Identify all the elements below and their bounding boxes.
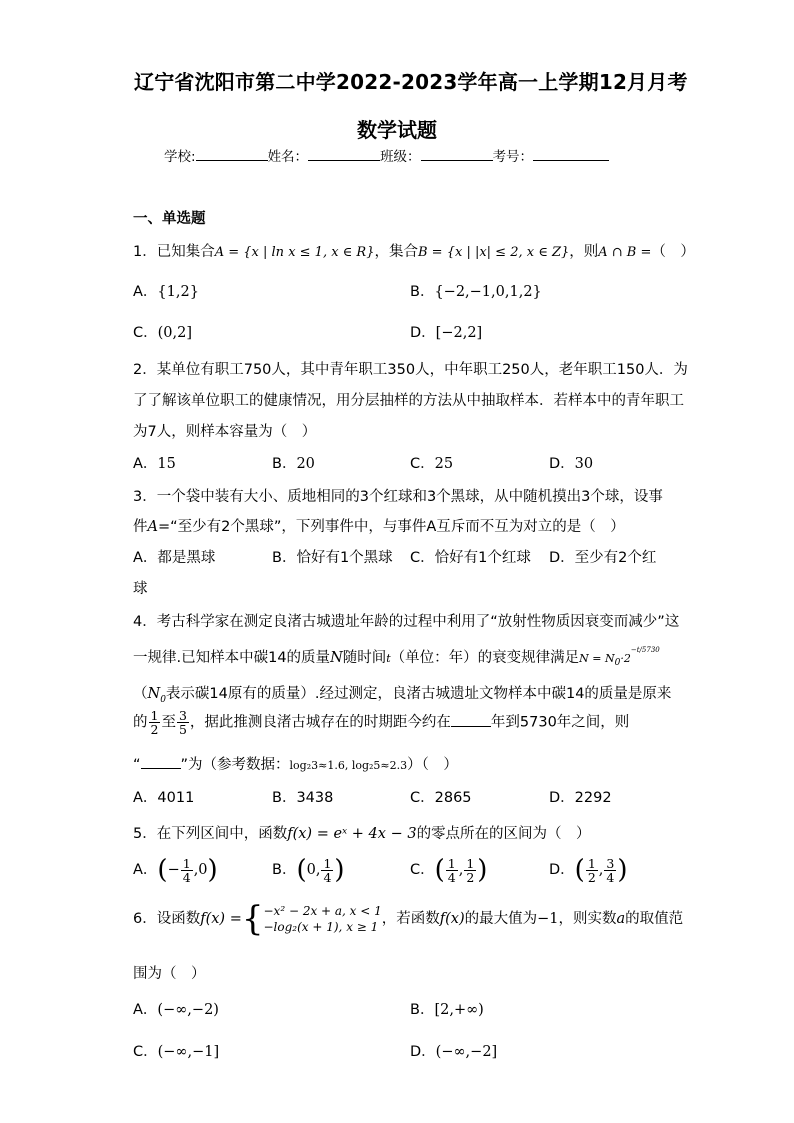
school-label: 学校: [164,149,196,165]
q1-option-d[interactable]: D．[−2,2] [410,325,483,341]
q1-option-a[interactable]: A．{1,2} [133,284,199,300]
q1-set-b: B = {x | |x| ≤ 2, x ∈ Z} [418,245,570,260]
school-blank[interactable] [196,147,268,161]
q5-stem: 5．在下列区间中，函数f(x) = eˣ + 4x − 3的零点所在的区间为（ ） [133,826,591,842]
exam-title: 辽宁省沈阳市第二中学2022-2023学年高一上学期12月月考 [134,70,688,94]
q1-set-a: A = {x | ln x ≤ 1, x ∈ R} [214,245,375,260]
q1-text-b: ，集合 [374,244,418,260]
name-label: 姓名： [267,149,309,165]
q6-stem: 6．设函数f(x) ={ −x² − 2x + a, x < 1 −log₂(x + 1), x ≥ 1 ，若函数f(x)的最大值为−1，则实数a的取值范 [133,899,684,939]
q4-option-b[interactable]: B．3438 [272,790,334,806]
q6-line-2: 围为（ ） [133,966,206,982]
q6-option-c[interactable]: C．(−∞,−1] [133,1044,220,1060]
q2-option-b[interactable]: B．20 [272,456,315,472]
q2-line-1: 2．某单位有职工750人，其中青年职工350人，中年职工250人，老年职工150人．为 [133,362,688,378]
q3-line-1: 3．一个袋中装有大小、质地相同的3个红球和3个黑球，从中随机摸出3个球，设事 [133,489,663,505]
student-info-fields [164,145,609,165]
class-label: 班级： [380,149,421,165]
q5-option-c[interactable]: C．( $\frac{1}{4}$ , $\frac{1}{2}$ ) [410,855,488,885]
exam-subtitle: 数学试题 [357,118,437,142]
q3-line-2: 件A=“至少有2个黑球”，下列事件中，与事件A互斥而不互为对立的是（ ） [133,519,625,535]
q4-answer-blank[interactable] [451,714,491,727]
number-label: 考号： [492,149,534,165]
name-blank[interactable] [308,147,380,161]
q1-text-c: ，则 [569,244,599,260]
q6-option-a[interactable]: A．(−∞,−2) [133,1002,219,1018]
fraction-one-half: $\frac{1}{2}$ [150,708,159,737]
q4-answer-blank-2[interactable] [141,756,181,769]
q5-option-d[interactable]: D．( $\frac{1}{2}$ , $\frac{3}{4}$ ) [549,855,628,885]
q1-ask: A ∩ B = [598,245,652,260]
q2-line-2: 了了解该单位职工的健康情况，用分层抽样的方法从中抽取样本．若样本中的青年职工 [133,393,684,409]
q4-option-d[interactable]: D．2292 [549,790,612,806]
decay-formula: $N = N_0\cdot 2^{-t/5730}$ [579,646,660,669]
q1-text-a: 1．已知集合 [133,244,215,260]
q4-option-a[interactable]: A．4011 [133,790,195,806]
q1-option-b[interactable]: B．{−2,−1,0,1,2} [410,284,542,300]
q3-option-d[interactable]: D．至少有2个红 [549,550,657,566]
q5-option-a[interactable]: A．(− $\frac{1}{4}$ ,0) [133,855,218,885]
q4-line-3: （$N_0$表示碳14原有的质量）.经过测定，良渚古城遗址文物样本中碳14的质量是原来 [133,686,672,705]
fraction-three-fifths: $\frac{3}{5}$ [178,708,187,737]
section-title-single-choice: 一、单选题 [133,211,206,227]
q6-option-b[interactable]: B．[2,+∞) [410,1002,484,1018]
piecewise-cases: −x² − 2x + a, x < 1 −log₂(x + 1), x ≥ 1 [263,904,382,934]
q4-line-4: 的 $\frac{1}{2}$ 至 $\frac{3}{5}$ ，据此推测良渚古城存在的时期距今约在 年到5730年之间，则 [133,708,630,737]
q6-option-d[interactable]: D．(−∞,−2] [410,1044,498,1060]
q2-option-c[interactable]: C．25 [410,456,454,472]
q1-option-c[interactable]: C．(0,2] [133,325,192,341]
q4-line-5: “ ”为（参考数据：log₂3≈1.6, log₂5≈2.3）（ ） [133,757,458,773]
q2-option-a[interactable]: A．15 [133,456,176,472]
q4-line-2: 一规律.已知样本中碳14的质量N随时间t（单位：年）的衰变规律满足$N = N_0\cdot 2^{-t/5730}$ [133,646,660,669]
q3-option-a[interactable]: A．都是黑球 [133,550,216,566]
class-blank[interactable] [421,147,493,161]
q3-option-b[interactable]: B．恰好有1个黑球 [272,550,393,566]
q4-line-1: 4．考古科学家在测定良渚古城遗址年龄的过程中利用了“放射性物质因衰变而减少”这 [133,614,680,630]
q1-text-d: （ ） [651,244,695,260]
q5-option-b[interactable]: B．(0, $\frac{1}{4}$ ) [272,855,345,885]
q4-option-c[interactable]: C．2865 [410,790,472,806]
q2-line-3: 为7人，则样本容量为（ ） [133,424,317,440]
number-blank[interactable] [533,147,609,161]
q3-option-c[interactable]: C．恰好有1个红球 [410,550,531,566]
q2-option-d[interactable]: D．30 [549,456,594,472]
q3-option-d-wrap: 球 [133,581,148,597]
question-1-stem [133,240,695,261]
